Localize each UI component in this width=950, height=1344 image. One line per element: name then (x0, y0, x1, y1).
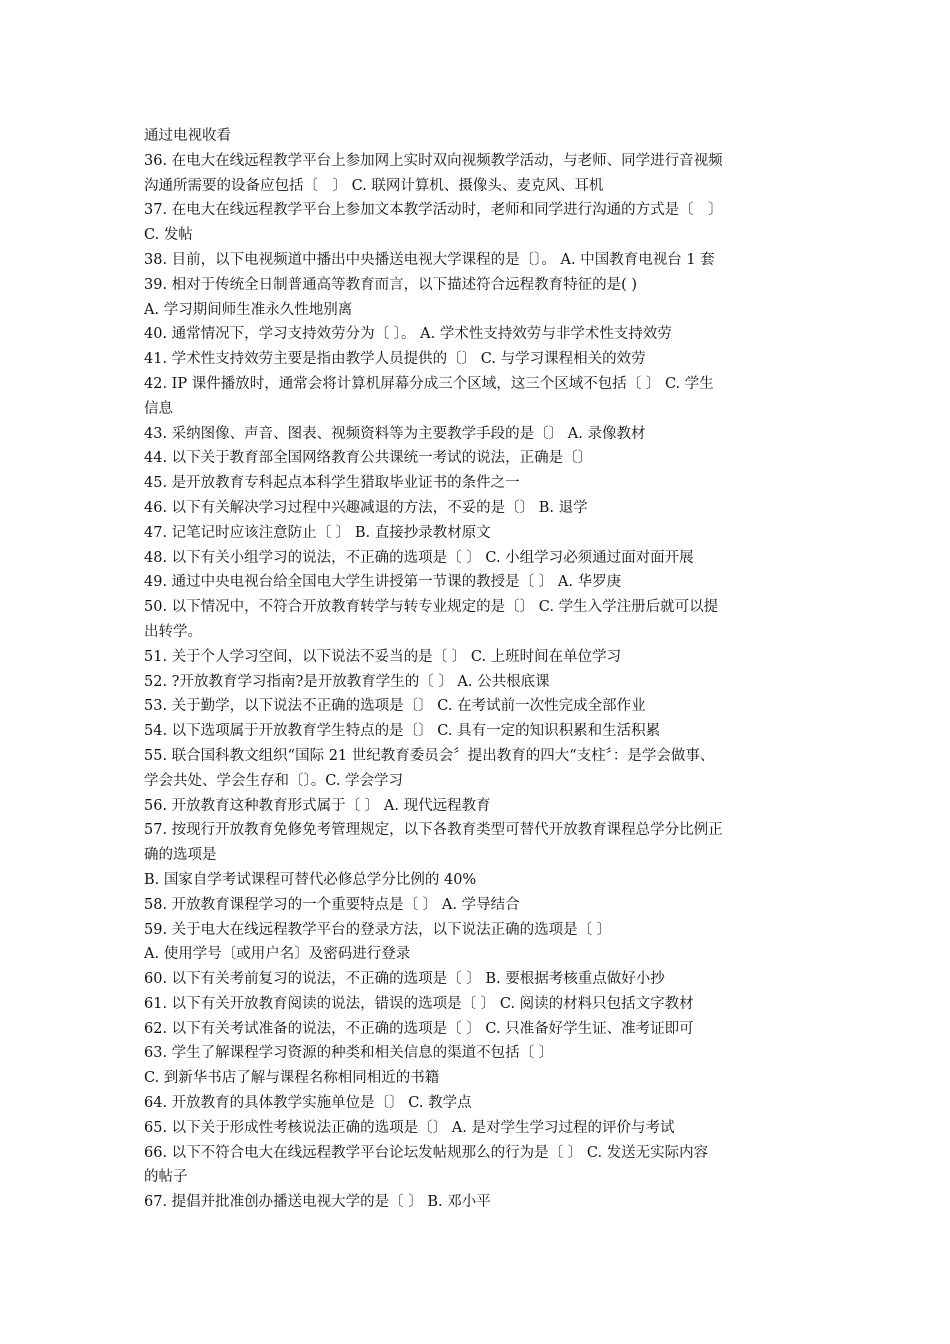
text-line: 67. 提倡并批准创办播送电视大学的是〔 〕 B. 邓小平 (144, 1194, 491, 1211)
text-line: 的帖子 (144, 1169, 188, 1186)
text-line: C. 发帖 (144, 227, 193, 244)
text-line: 45. 是开放教育专科起点本科学生猎取毕业证书的条件之一 (144, 475, 520, 492)
text-line: 60. 以下有关考前复习的说法，不正确的选项是〔 〕 B. 要根据考核重点做好小抄 (144, 971, 665, 988)
text-line: 41. 学术性支持效劳主要是指由教学人员提供的〔〕 C. 与学习课程相关的效劳 (144, 351, 646, 368)
text-line: 51. 关于个人学习空间，以下说法不妥当的是〔 〕 C. 上班时间在单位学习 (144, 648, 622, 665)
text-line: 40. 通常情况下，学习支持效劳分为〔 〕。 A. 学术性支持效劳与非学术性支持效劳 (144, 326, 672, 343)
text-line: 57. 按现行开放教育免修免考管理规定，以下各教育类型可替代开放教育课程总学分比例正 (144, 822, 723, 839)
text-line: A. 使用学号〔或用户名〕及密码进行登录 (144, 946, 411, 963)
text-line: 确的选项是 (144, 847, 217, 864)
text-line: 38. 目前，以下电视频道中播出中央播送电视大学课程的是〔〕。 A. 中国教育电视台 1 套 (144, 251, 715, 268)
text-line: 53. 关于勤学，以下说法不正确的选项是〔〕 C. 在考试前一次性完成全部作业 (144, 698, 646, 715)
text-line: 39. 相对于传统全日制普通高等教育而言，以下描述符合远程教育特征的是( ) (144, 276, 638, 293)
text-line: 62. 以下有关考试准备的说法，不正确的选项是〔 〕 C. 只准备好学生证、准考证即可 (144, 1020, 694, 1037)
text-line: 63. 学生了解课程学习资源的种类和相关信息的渠道不包括〔 〕 (144, 1045, 554, 1062)
text-line: 出转学。 (144, 623, 202, 640)
text-line: 通过电视收看 (144, 128, 231, 144)
text-line: A. 学习期间师生准永久性地别离 (144, 301, 353, 318)
text-line: C. 到新华书店了解与课程名称相同相近的书籍 (144, 1070, 440, 1087)
text-line: 47. 记笔记时应该注意防止〔 〕 B. 直接抄录教材原文 (144, 524, 491, 541)
text-line: 55. 联合国科教文组织“国际 21 世纪教育委员会〞提出教育的四大“支柱〞：是学会做事、 (144, 747, 715, 764)
text-line: B. 国家自学考试课程可替代必修总学分比例的 40% (144, 871, 477, 888)
text-line: 58. 开放教育课程学习的一个重要特点是〔 〕 A. 学导结合 (144, 896, 520, 913)
text-line: 65. 以下关于形成性考核说法正确的选项是〔〕 A. 是对学生学习过程的评价与考试 (144, 1119, 675, 1136)
text-line: 48. 以下有关小组学习的说法，不正确的选项是〔 〕 C. 小组学习必须通过面对面开展 (144, 549, 694, 566)
text-line: 44. 以下关于教育部全国网络教育公共课统一考试的说法，正确是〔〕 (144, 450, 593, 467)
text-line: 61. 以下有关开放教育阅读的说法，错误的选项是〔 〕 C. 阅读的材料只包括文字教材 (144, 995, 694, 1012)
text-line: 42. IP 课件播放时，通常会将计算机屏幕分成三个区域，这三个区域不包括〔 〕 C. 学生 (144, 375, 714, 392)
text-line: 沟通所需要的设备应包括〔 〕 C. 联网计算机、摄像头、麦克风、耳机 (144, 177, 604, 194)
text-line: 54. 以下选项属于开放教育学生特点的是〔〕 C. 具有一定的知识积累和生活积累 (144, 723, 661, 740)
text-line: 36. 在电大在线远程教学平台上参加网上实时双向视频教学活动，与老师、同学进行音视频 (144, 152, 723, 169)
text-line: 37. 在电大在线远程教学平台上参加文本教学活动时，老师和同学进行沟通的方式是〔 〕 (144, 202, 723, 219)
document-body (144, 124, 824, 1215)
text-line: 56. 开放教育这种教育形式属于〔 〕 A. 现代远程教育 (144, 797, 491, 814)
text-line: 46. 以下有关解决学习过程中兴趣减退的方法，不妥的是〔〕 B. 退学 (144, 499, 588, 516)
text-line: 52. ?开放教育学习指南?是开放教育学生的〔 〕 A. 公共根底课 (144, 673, 550, 690)
text-line: 43. 采纳图像、声音、图表、视频资料等为主要教学手段的是〔〕 A. 录像教材 (144, 425, 646, 442)
text-line: 49. 通过中央电视台给全国电大学生讲授第一节课的教授是〔 〕 A. 华罗庚 (144, 574, 622, 591)
text-line: 59. 关于电大在线远程教学平台的登录方法，以下说法正确的选项是〔 〕 (144, 921, 612, 938)
text-line: 66. 以下不符合电大在线远程教学平台论坛发帖规那么的行为是〔 〕 C. 发送无实际内容 (144, 1144, 709, 1161)
text-line: 学会共处、学会生存和〔〕。C. 学会学习 (144, 772, 404, 789)
text-line: 64. 开放教育的具体教学实施单位是〔〕 C. 教学点 (144, 1095, 472, 1112)
text-line: 50. 以下情况中，不符合开放教育转学与转专业规定的是〔〕 C. 学生入学注册后就可以提 (144, 599, 719, 616)
text-line: 信息 (144, 400, 173, 417)
